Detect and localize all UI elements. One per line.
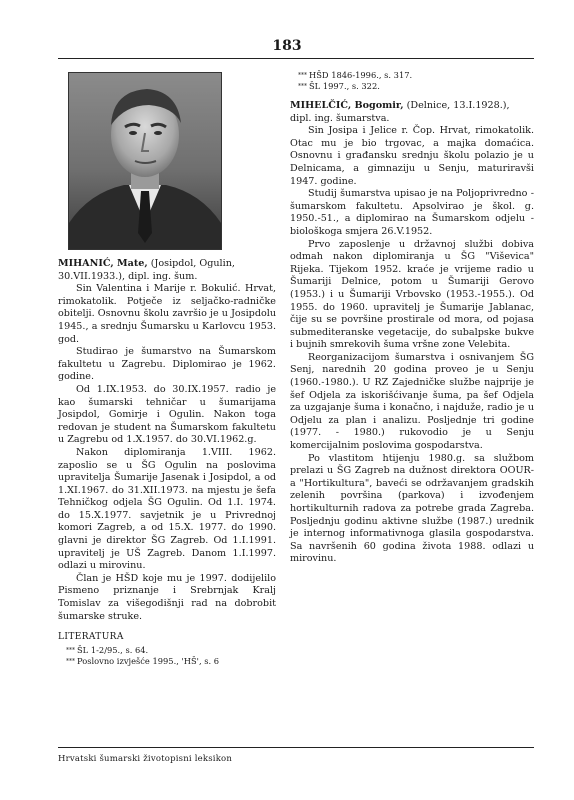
previous-entry-references	[290, 70, 534, 92]
paragraph: Član je HŠD koje mu je 1997. dodijelilo Pismeno priznanje i Srebrnjak Kralj Tomislav za višegodišnji rad na dobrobit šumarske struke.	[58, 572, 276, 622]
literature-stars: ***	[66, 657, 75, 665]
header-rule	[58, 58, 534, 59]
entry-details: (Josipdol, Ogulin, 30.VII.1933.), dipl. ing. šum.	[58, 258, 235, 282]
literature-heading: LITERATURA	[58, 632, 124, 643]
entry-details: (Delnice, 13.I.1928.), dipl. ing. šumarstva.	[290, 100, 510, 124]
reference-item	[298, 70, 534, 81]
paragraph: Sin Josipa i Jelice r. Čop. Hrvat, rimokatolik. Otac mu je bio trgovac, a majka domaćica. Osnovnu i građansku srednju školu polazio je u Delnicama, a gimnaziju u Senju, maturiravši 1947. godine.	[290, 125, 534, 187]
entry-name: MIHELČIĆ, Bogomir,	[290, 100, 404, 111]
literature-text: Poslovno izvješće 1995., 'HŠ', s. 6	[77, 655, 220, 666]
literature-stars: ***	[66, 646, 75, 654]
paragraph: Studij šumarstva upisao je na Poljoprivredno - šumarskom fakultetu. Apsolvirao je škol. g. 1950.-51., a diplomirao na Šumarskom odjelu - biološkoga smjera 26.V.1952.	[290, 188, 534, 237]
footer-text: Hrvatski šumarski životopisni leksikon	[58, 754, 233, 764]
entry-name: MIHANIĆ, Mate,	[58, 258, 148, 269]
reference-item	[298, 81, 534, 92]
right-column	[290, 70, 534, 566]
paragraph: Sin Valentina i Marije r. Bokulić. Hrvat, rimokatolik. Potječe iz seljačko-radničke obitelji. Osnovnu školu završio je u Josipdolu 1945., a srednju Šumarsku u Karlovcu 1953. god.	[58, 283, 276, 345]
literature-item	[66, 656, 276, 667]
page-number: 183	[272, 38, 302, 54]
paragraph: Nakon diplomiranja 1.VIII. 1962. zaposlio se u ŠG Ogulin na poslovima upravitelja Šumarije Jasenak i Josipdol, a od 1.XI.1967. do 31.XII.1973. na mjestu je šefa Tehničkog odjela ŠG Ogulin. Od 1.I. 1974. do 15.X.1977. savjetnik je u Privrednoj komori Zagreb, a od 15.X. 1977. do 1990. glavni je direktor ŠG Zagreb. Od 1.I.1991. upravitelj je UŠ Zagreb. Danom 1.I.1997. odlazi u mirovinu.	[58, 446, 276, 572]
paragraph: Po vlastitom htijenju 1980.g. sa službom prelazi u ŠG Zagreb na dužnost direktora OOUR-a "Hortikultura", baveći se održavanjem gradskih zelenih površina (parkova) i izvođenjem hortikulturnih radova za potrebe grada Zagreba. Posljednju godinu aktivne službe (1987.) urednik je internog informativnoga glasila gospodarstva. Sa navršenih 60 godina života 1988. odlazi u mirovinu.	[290, 452, 534, 565]
left-column	[58, 70, 276, 667]
literature-item	[66, 645, 276, 656]
reference-stars: ***	[298, 72, 307, 79]
literature-text: ŠL 1-2/95., s. 64.	[77, 644, 149, 655]
portrait-image	[69, 73, 221, 249]
reference-text: HŠD 1846-1996., s. 317.	[309, 70, 413, 80]
paragraph: Reorganizacijom šumarstva i osnivanjem ŠG Senj, narednih 20 godina proveo je u Senju (1960.-1980.). U RZ Zajedničke službe najprije je šef Odjela za iskorišćivanje šuma, pa šef Odjela za uzgajanje šuma i konačno, i najduže, radio je u Odjelu za plan i analizu. Posljednje tri godine (1977. - 1980.) rukovodio je u Senju komercijalnim poslovima gospodarstva.	[290, 351, 534, 452]
reference-text: ŠL 1997., s. 322.	[309, 81, 380, 91]
portrait-photo	[68, 72, 222, 250]
paragraph: Od 1.IX.1953. do 30.IX.1957. radio je kao šumarski tehničar u šumarijama Josipdol, Gomirje i Ogulin. Nakon toga redovan je student na Šumarskom fakultetu u Zagrebu od 1.X.1957. do 30.VI.1962.g.	[58, 383, 276, 446]
paragraph: Prvo zaposlenje u državnoj službi dobiva odmah nakon diplomiranja u ŠG "Viševica" Rijeka. Tijekom 1952. kraće je vrijeme radio u Šumariji Delnice, potom u Šumariji Gerovo (1953.) i u Šumariji Vrbovsko (1953.-1955.). Od 1955. do 1960. upravitelj je Šumarije Jablanac, čije su se površine prostirale od mora, od pojasa submediteranske vegetacije, do subalpske bukve i bujnih smrekovih šuma vršne zone Velebita.	[290, 238, 534, 351]
paragraph: Studirao je šumarstvo na Šumarskom fakultetu u Zagrebu. Diplomirao je 1962. godine.	[58, 346, 276, 383]
entry-heading-mihanic	[58, 258, 276, 283]
footer-rule	[58, 747, 534, 748]
entry-heading-mihelcic	[290, 100, 534, 125]
reference-stars: ***	[298, 83, 307, 90]
